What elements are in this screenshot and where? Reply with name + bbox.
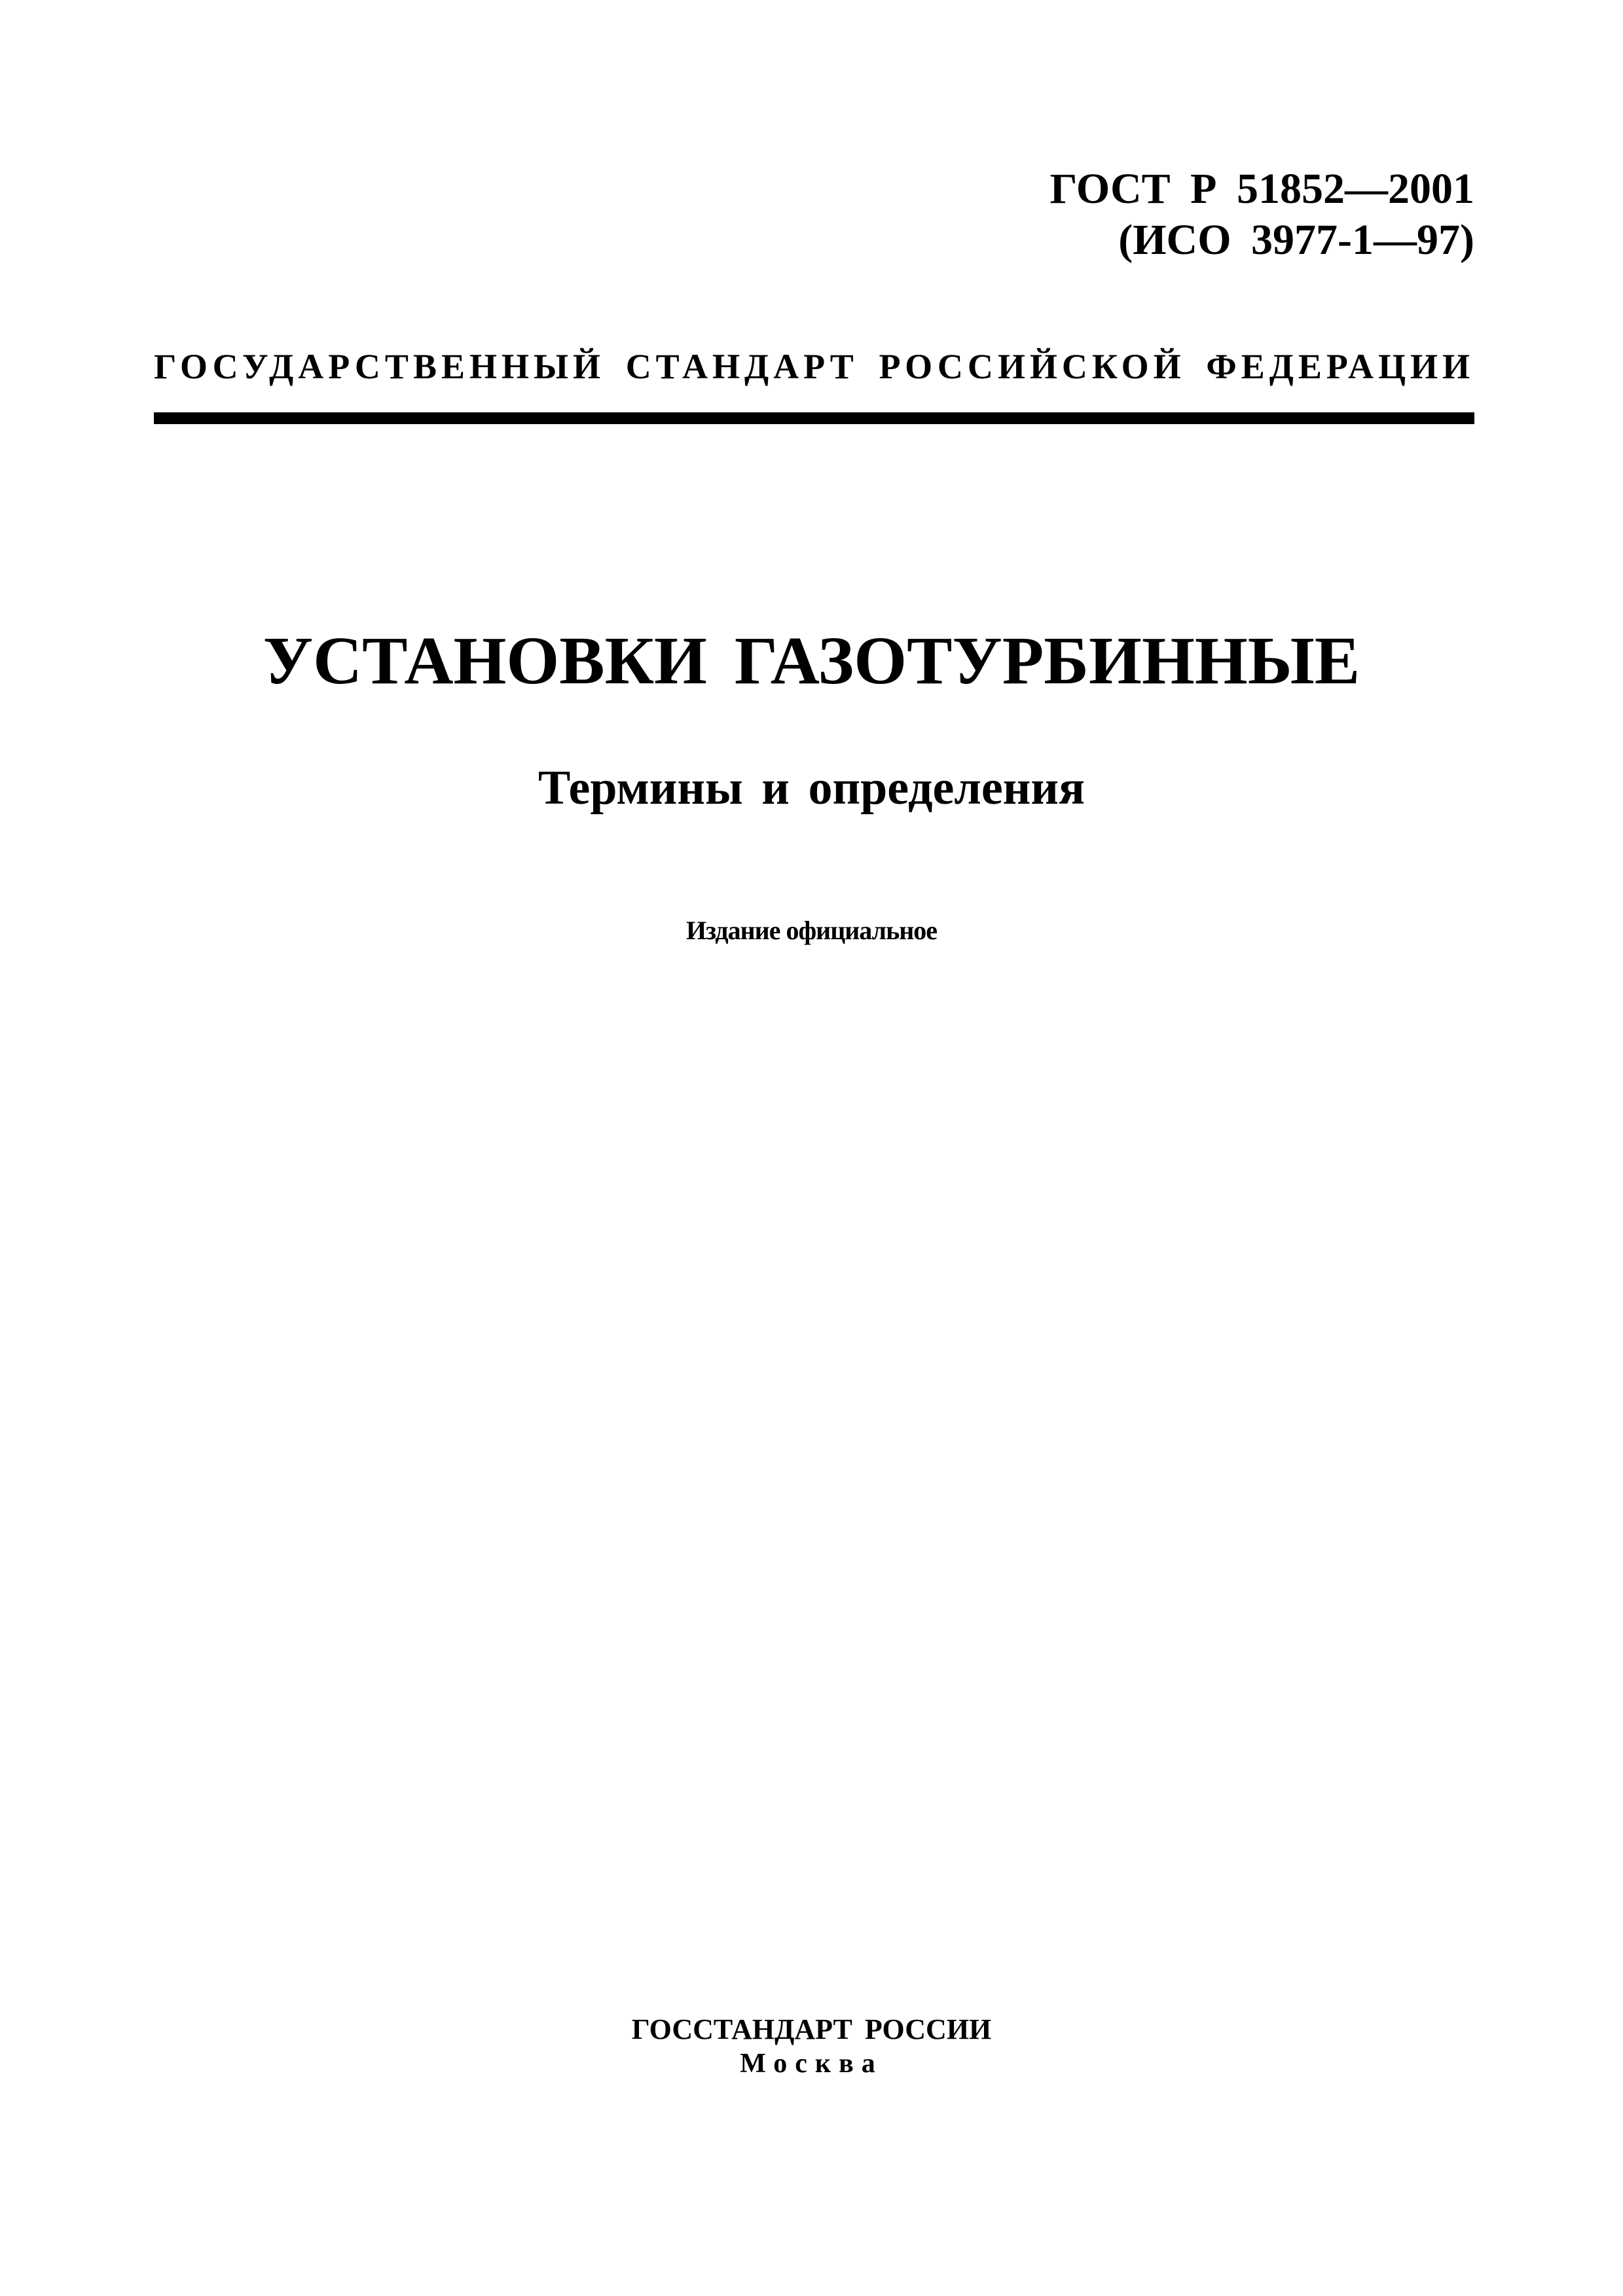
gost-number: ГОСТ Р 51852—2001 [1049,165,1474,213]
state-standard-heading [154,346,1474,387]
state-standard-word: СТАНДАРТ [625,347,858,386]
state-standard-word: РОССИЙСКОЙ [879,347,1186,386]
publisher-name: ГОССТАНДАРТ РОССИИ [631,2013,992,2045]
state-standard-word: ГОСУДАРСТВЕННЫЙ [154,347,606,386]
iso-number: (ИСО 3977-1—97) [1118,216,1474,264]
heading-divider [154,412,1474,424]
document-designation [1050,164,1475,266]
state-standard-word: ФЕДЕРАЦИИ [1206,347,1474,386]
document-title: УСТАНОВКИ ГАЗОТУРБИННЫЕ [263,623,1360,698]
document-subtitle: Термины и определения [538,761,1085,815]
edition-label: Издание официальное [685,916,938,945]
publisher-city: Москва [740,2049,883,2079]
